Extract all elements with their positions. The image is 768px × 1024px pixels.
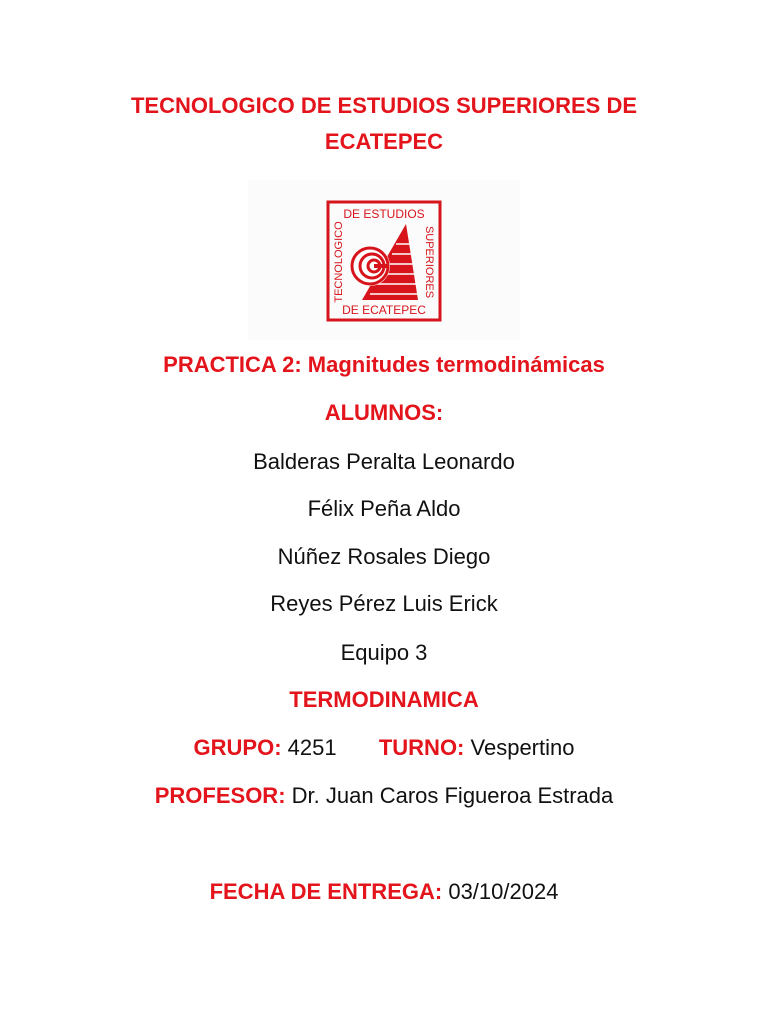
logo-right-text: SUPERIORES [423, 225, 435, 299]
students-heading: ALUMNOS: [324, 400, 444, 425]
practice-title: PRACTICA 2: Magnitudes termodinámicas [163, 352, 605, 377]
due-date-value: 03/10/2024 [448, 879, 559, 904]
logo-left-text: TECNOLOGICO [333, 221, 345, 303]
institution-title-line1: TECNOLOGICO DE ESTUDIOS SUPERIORES DE [130, 93, 638, 118]
student-name: Balderas Peralta Leonardo [253, 449, 515, 474]
team-label: Equipo 3 [340, 640, 428, 665]
professor-row [0, 782, 768, 810]
shift-value: Vespertino [470, 735, 575, 760]
logo-bottom-text: DE ECATEPEC [342, 303, 426, 317]
professor-label: PROFESOR: [154, 783, 286, 808]
group-label: GRUPO: [193, 735, 282, 760]
student-name: Núñez Rosales Diego [277, 544, 491, 569]
institution-title-line2: ECATEPEC [324, 129, 444, 154]
student-name: Reyes Pérez Luis Erick [270, 591, 498, 616]
student-name: Félix Peña Aldo [307, 496, 461, 521]
logo-top-text: DE ESTUDIOS [343, 207, 425, 221]
professor-value: Dr. Juan Caros Figueroa Estrada [291, 783, 614, 808]
due-date-label: FECHA DE ENTREGA: [209, 879, 443, 904]
group-value: 4251 [287, 735, 337, 760]
group-shift-row [0, 734, 768, 762]
shift-label: TURNO: [378, 735, 465, 760]
logo-emblem-icon [350, 224, 418, 300]
due-date-row [0, 878, 768, 906]
institution-logo [248, 180, 520, 340]
subject-title: TERMODINAMICA [289, 687, 479, 712]
